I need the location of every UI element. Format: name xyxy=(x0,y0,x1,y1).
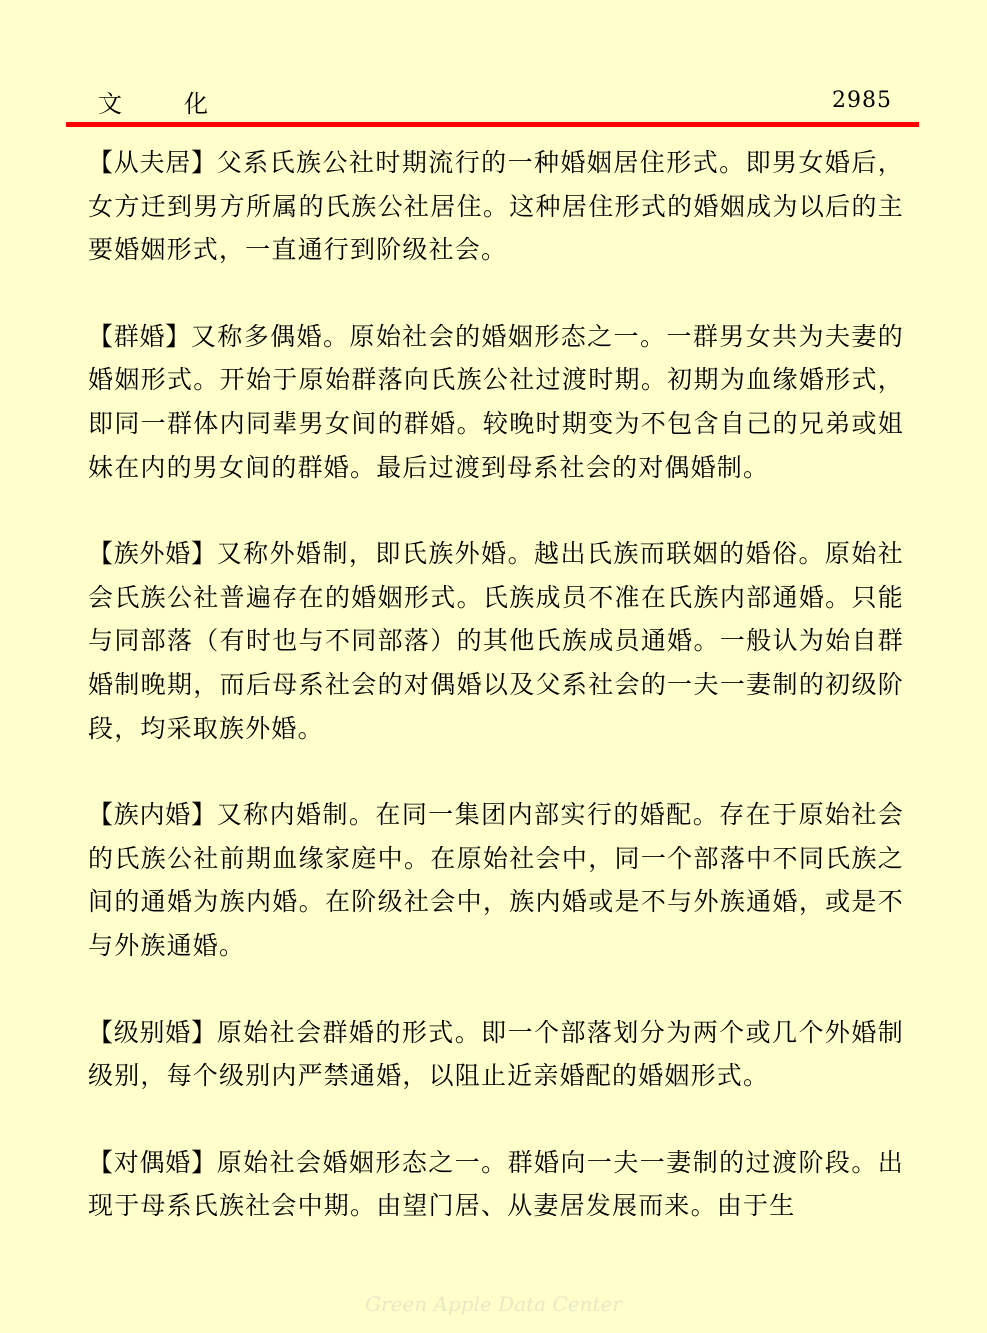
entry-text: 又称外婚制，即氏族外婚。越出氏族而联姻的婚俗。原始社会氏族公社普遍存在的婚姻形式。氏族成员不准在氏族内部通婚。只能与同部落（有时也与不同部落）的其他氏族成员通婚。一般认为始自群婚制晚期，而后母系社会的对偶婚以及父系社会的一夫一妻制的初级阶段，均采取族外婚。 xyxy=(88,539,904,743)
entry-term: 【族内婚】 xyxy=(88,800,217,830)
entry-zu-wai-hun xyxy=(88,532,904,750)
section-title: 文化 xyxy=(98,90,270,118)
page-header xyxy=(68,82,918,118)
entry-text: 又称内婚制。在同一集团内部实行的婚配。存在于原始社会的氏族公社前期血缘家庭中。在原始社会中，同一个部落中不同氏族之间的通婚为族内婚。在阶级社会中，族内婚或是不与外族通婚，或是不与外族通婚。 xyxy=(88,800,904,960)
entry-text: 又称多偶婚。原始社会的婚姻形态之一。一群男女共为夫妻的婚姻形式。开始于原始群落向氏族公社过渡时期。初期为血缘婚形式，即同一群体内同辈男女间的群婚。较晚时期变为不包含自己的兄弟或姐妹在内的男女间的群婚。最后过渡到母系社会的对偶婚制。 xyxy=(88,321,904,482)
page-number: 2985 xyxy=(832,88,892,113)
entry-term: 【群婚】 xyxy=(88,321,191,351)
entry-dui-ou-hun xyxy=(88,1141,904,1228)
entry-ji-bie-hun xyxy=(88,1011,904,1098)
watermark-text: Green Apple Data Center xyxy=(365,1292,622,1316)
entry-term: 【族外婚】 xyxy=(88,539,217,569)
entry-cong-fu-ju xyxy=(88,141,904,272)
entry-term: 【级别婚】 xyxy=(88,1017,217,1047)
entry-text: 原始社会群婚的形式。即一个部落划分为两个或几个外婚制级别，每个级别内严禁通婚，以阻止近亲婚配的婚姻形式。 xyxy=(88,1017,904,1091)
entry-list xyxy=(88,141,904,1271)
entry-term: 【对偶婚】 xyxy=(88,1147,217,1177)
entry-zu-nei-hun xyxy=(88,793,904,967)
entry-text: 父系氏族公社时期流行的一种婚姻居住形式。即男女婚后，女方迁到男方所属的氏族公社居住。这种居住形式的婚姻成为以后的主要婚姻形式，一直通行到阶级社会。 xyxy=(88,148,904,265)
entry-text: 原始社会婚姻形态之一。群婚向一夫一妻制的过渡阶段。出现于母系氏族社会中期。由望门居、从妻居发展而来。由于生 xyxy=(88,1147,904,1221)
entry-term: 【从夫居】 xyxy=(88,148,217,177)
entry-qun-hun xyxy=(88,315,904,489)
header-divider xyxy=(66,122,919,127)
